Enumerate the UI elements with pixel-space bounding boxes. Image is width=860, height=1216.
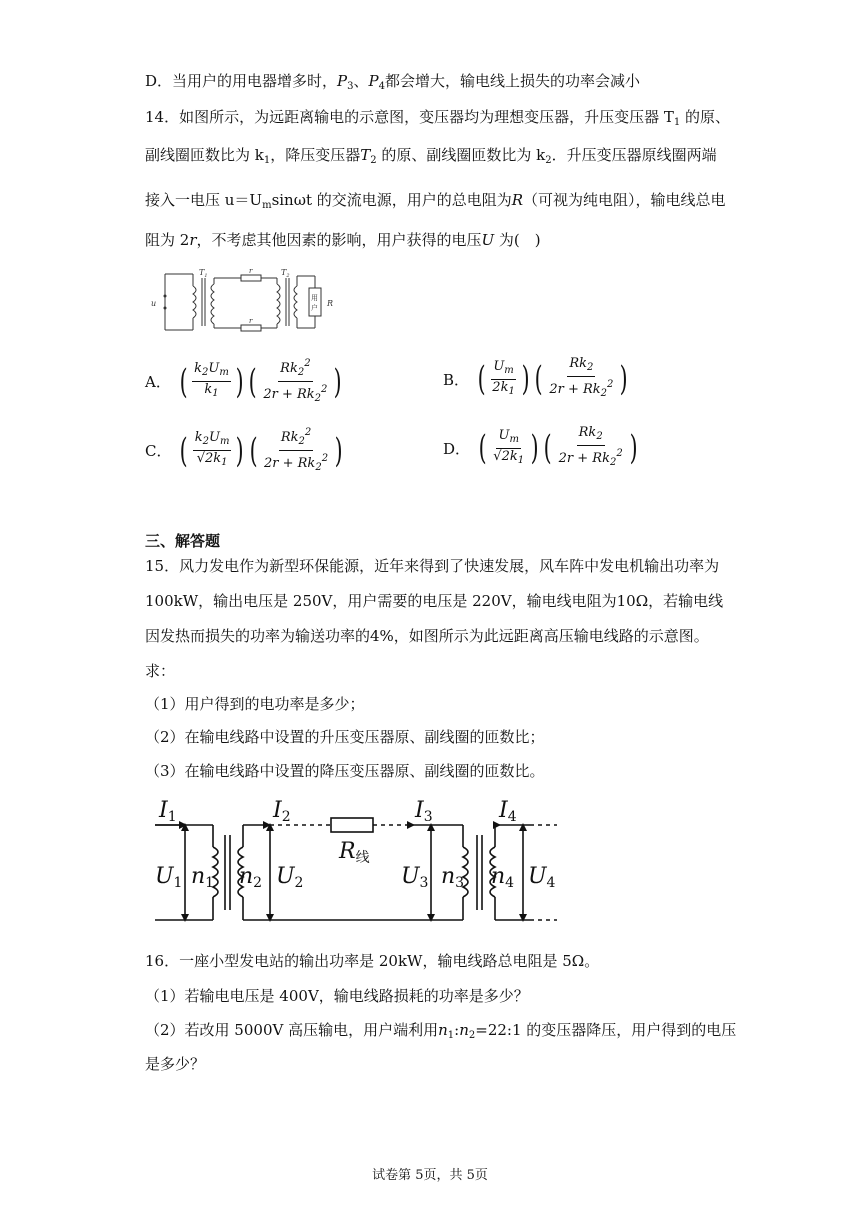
fig14-t1-label: $T_1$: [199, 268, 208, 279]
section-heading: 三、解答题: [145, 532, 221, 550]
fig14-user-1: 用: [311, 294, 318, 302]
q14-option-b: B． ( $\frac{U_m}{2k_1}$ ) ( $\frac{Rk_2}{2r + Rk_2^2}$ ): [443, 356, 629, 399]
q15-sub-2: （2）在输电线路中设置的升压变压器原、副线圈的匝数比；: [145, 728, 545, 746]
q14-line-1: 14．如图所示，为远距离输电的示意图，变压器均为理想变压器，升压变压器 $T_1$ 的原、: [145, 108, 731, 128]
q15-line-2: 100kW，输出电压是 250V，用户需要的电压是 220V，输电线电阻为10Ω，若输电线: [145, 592, 724, 610]
q14-line-3: 接入一电压 $u=U_m\sin\omega t$ 的交流电源，用户的总电阻为R（可视为纯电阻），输电线总电: [145, 191, 726, 211]
q16-sub-1: （1）若输电电压是 400V，输电线路损耗的功率是多少？: [145, 987, 529, 1005]
fig15-u1: U1: [155, 864, 183, 891]
q15-line-4: 求：: [145, 662, 176, 680]
q15-line-3: 因发热而损失的功率为输送功率的4%，如图所示为此远距离高压输电线路的示意图。: [145, 627, 709, 645]
q15-transmission-figure: [145, 795, 565, 925]
fig15-i3: I3: [415, 798, 433, 825]
fig14-t2-label: $T_2$: [281, 268, 290, 279]
q14-line-4: 阻为 2r，不考虑其他因素的影响，用户获得的电压U 为( ): [145, 231, 541, 249]
q13-option-d: D．当用户的用电器增多时，$P_3$、$P_4$都会增大，输电线上损失的功率会减小: [145, 72, 640, 92]
fig15-i1: I1: [159, 798, 177, 825]
q14-option-c: C． ( $\frac{k_2U_m}{√2k_1}$ ) ( $\frac{Rk_2^2}{2r + Rk_2^2}$ ): [145, 427, 343, 473]
fig14-r-label: R: [327, 299, 334, 308]
fig15-n4: n4: [491, 864, 515, 891]
q15-sub-1: （1）用户得到的电功率是多少；: [145, 695, 365, 713]
q14-circuit-figure: [145, 266, 345, 338]
fig15-u2: U2: [276, 864, 304, 891]
fig15-i4: I4: [499, 798, 517, 825]
q14-line-2: 副线圈匝数比为 $k_1$，降压变压器$T_2$ 的原、副线圈匝数比为 $k_2$．升压变压器原线圈两端: [145, 146, 717, 166]
fig15-n3: n3: [441, 864, 465, 891]
fig15-n2: n2: [239, 864, 263, 891]
q15-line-1: 15．风力发电作为新型环保能源，近年来得到了快速发展，风车阵中发电机输出功率为: [145, 557, 720, 575]
fig14-r-bottom: r: [249, 317, 253, 325]
fig14-u-label: u: [151, 299, 157, 308]
fig15-i2: I2: [273, 798, 291, 825]
fig15-n1: n1: [191, 864, 215, 891]
fig15-u3: U3: [401, 864, 429, 891]
fig14-user-2: 户: [311, 304, 318, 312]
fig15-r-line: R线: [339, 839, 370, 866]
q16-sub-2: （2）若改用 5000V 高压输电，用户端利用$n_1:n_2=22:1$ 的变压器降压，用户得到的电压: [145, 1021, 737, 1041]
q14-option-d: D． ( $\frac{U_m}{√2k_1}$ ) ( $\frac{Rk_2}{2r + Rk_2^2}$ ): [443, 425, 638, 468]
q15-sub-3: （3）在输电线路中设置的降压变压器原、副线圈的匝数比。: [145, 762, 545, 780]
fig14-r-top: r: [249, 267, 253, 275]
q16-line-1: 16．一座小型发电站的输出功率是 20kW，输电线路总电阻是 5Ω。: [145, 952, 600, 970]
fig15-u4: U4: [528, 864, 556, 891]
q16-sub-2-cont: 是多少？: [145, 1055, 206, 1073]
page-footer: 试卷第 5页，共 5页: [372, 1168, 488, 1183]
q14-option-a: A． ( $\frac{k_2U_m}{k_1}$ ) ( $\frac{Rk_2^2}{2r + Rk_2^2}$ ): [145, 358, 343, 404]
